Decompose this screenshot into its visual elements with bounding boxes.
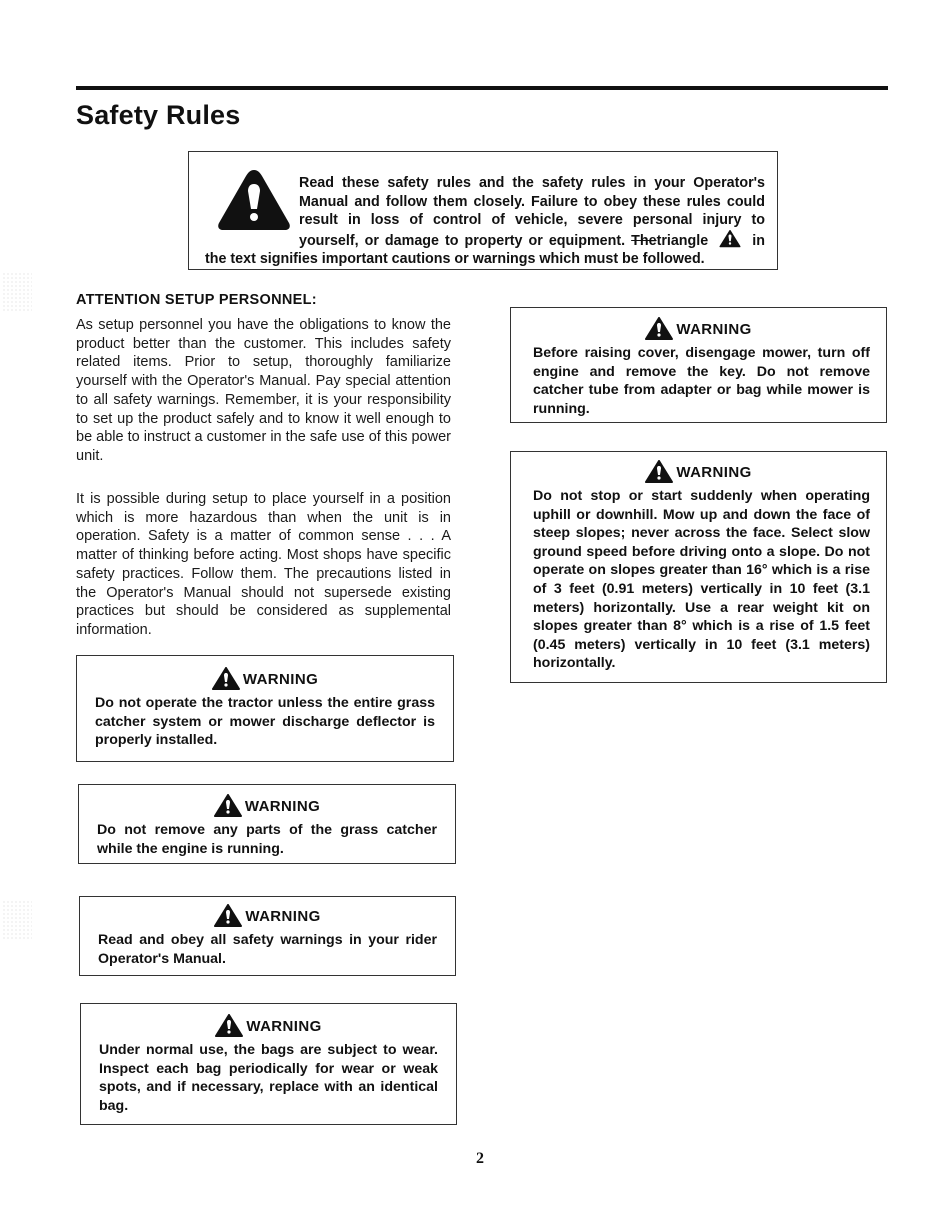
warning-text: Read and obey all safety warnings in your rider Operator's Manual. — [98, 932, 437, 967]
warning-header — [81, 1013, 456, 1039]
intro-box — [188, 151, 778, 270]
scan-speckle — [2, 272, 32, 312]
warning-header — [79, 793, 455, 819]
warning-label: WARNING — [676, 320, 752, 338]
warning-header — [80, 903, 455, 929]
warning-triangle-icon — [215, 1014, 243, 1038]
warning-triangle-icon — [212, 667, 240, 691]
warning-label: WARNING — [245, 907, 321, 925]
warning-triangle-icon — [214, 794, 242, 818]
intro-text-before: Read these safety rules and the safety rules in your Operator's Manual and follow them closely. Failure to obey these rules could result in loss of control of vehicle, severe personal injury to yourself, or damage to property or equipment. — [299, 175, 765, 249]
page-number: 2 — [476, 1150, 484, 1167]
warning-label: WARNING — [676, 463, 752, 481]
warning-text: Do not stop or start suddenly when operating uphill or downhill. Mow up and down the face of steep slopes; never across the face. Select slow ground speed before driving onto a slope. Do not operate on slopes greater than 16° which is a rise of 3 feet (0.91 meters) vertically in 10 feet (3.1 meters) horizontally. Use a rear weight kit on slopes greater than 8° which is a rise of 1.5 feet (0.45 meters) vertically in 10 feet (3.1 meters) horizontally. — [533, 488, 870, 672]
intro-text-after: in the text signifies important cautions or warnings which must be followed. — [205, 232, 765, 268]
intro-struck-word: The — [631, 232, 657, 249]
setup-paragraph-1: As setup personnel you have the obligations to know the product better than the customer. This includes safety related items. Prior to setup, thoroughly familiarize yourself with the Operator's Manual. Pay special attention to all safety warnings. Remember, it is your responsibility to set up the product safely and to know it well enough to be able to instruct a customer in the safe use of this power unit. — [76, 317, 451, 464]
warning-box-tractor — [76, 655, 454, 762]
warning-box-cover — [510, 307, 887, 423]
warning-header — [511, 459, 886, 485]
warning-label: WARNING — [246, 1017, 322, 1035]
warning-text: Do not remove any parts of the grass catcher while the engine is running. — [97, 822, 437, 857]
setup-paragraph-2: It is possible during setup to place yourself in a position which is more hazardous than when the unit is in operation. Safety is a matter of common sense . . . A matter of thinking before acting. Most shops have specific safety practices. Follow them. The precautions listed in the Operator's Manual should not supersede existing practices but should be considered as supplemental information. — [76, 491, 451, 638]
page-title: Safety Rules — [76, 100, 241, 130]
section-heading: ATTENTION SETUP PERSONNEL: — [76, 292, 317, 308]
top-rule — [76, 86, 888, 90]
warning-label: WARNING — [244, 797, 321, 815]
warning-triangle-icon — [645, 460, 673, 484]
warning-text: Under normal use, the bags are subject to wear. Inspect each bag periodically for wear or weak spots, and if necessary, replace with an identical bag. — [99, 1042, 438, 1114]
warning-header — [511, 316, 886, 342]
intro-text-mid: triangle — [656, 232, 709, 249]
warning-text: Before raising cover, disengage mower, turn off engine and remove the key. Do not remove catcher tube from adapter or bag while mower is running. — [533, 345, 870, 417]
warning-triangle-icon — [645, 317, 673, 341]
warning-box-manual — [79, 896, 456, 976]
warning-triangle-icon — [214, 904, 242, 928]
warning-box-parts — [78, 784, 456, 864]
warning-box-slopes — [510, 451, 887, 683]
warning-text: Do not operate the tractor unless the entire grass catcher system or mower discharge deflector is properly installed. — [95, 695, 435, 749]
warning-box-bags — [80, 1003, 457, 1125]
scan-speckle — [2, 900, 32, 940]
warning-header — [77, 666, 453, 692]
warning-label: WARNING — [242, 670, 319, 688]
warning-triangle-icon — [718, 230, 742, 248]
